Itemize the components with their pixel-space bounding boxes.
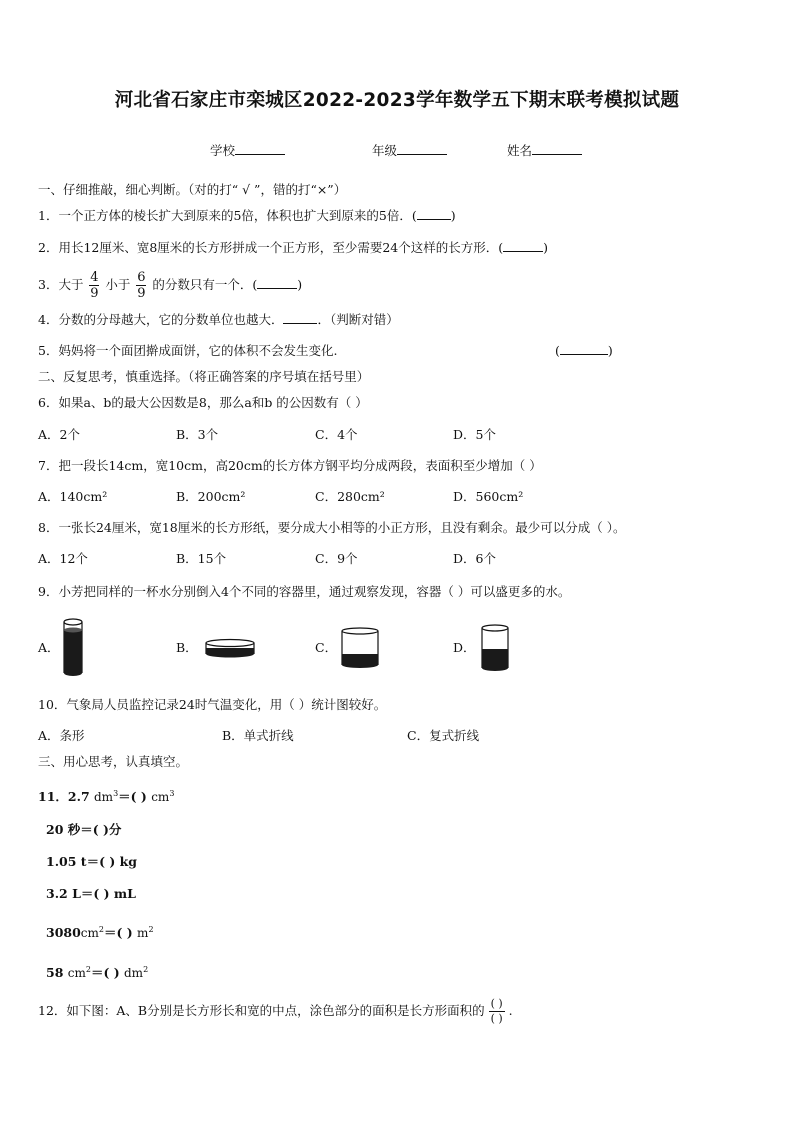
q7-option-a: A．140cm² xyxy=(38,489,108,504)
question-9: 9．小芳把同样的一杯水分别倒入4个不同的容器里，通过观察发现，容器（ ）可以盛更多的水。 xyxy=(38,584,571,599)
fraction-4-9: $\frac{4}{9}$ xyxy=(90,270,99,301)
blank-fraction[interactable]: ( ) ( ) xyxy=(490,997,503,1025)
question-6: 6．如果a、b的最大公因数是8，那么a和b 的公因数有（ ） xyxy=(38,395,368,410)
question-7: 7．把一段长14cm，宽10cm，高20cm的长方体方钢平均分成两段，表面积至少增加（ ） xyxy=(38,458,542,473)
q10-option-a: A．条形 xyxy=(38,728,85,743)
question-10: 10．气象局人员监控记录24时气温变化，用（ ）统计图较好。 xyxy=(38,697,387,712)
q9-option-a: A． xyxy=(38,640,60,655)
question-8: 8．一张长24厘米，宽18厘米的长方形纸，要分成大小相等的小正方形，且没有剩余。最少可以分成（ ）。 xyxy=(38,520,626,535)
q7-option-b: B．200cm² xyxy=(176,489,246,504)
question-11-line-1: 11．2.7 $dm^3=$( ) $cm^3$ xyxy=(38,789,175,804)
question-11-line-2: 20 秒＝( )分 xyxy=(46,822,122,837)
question-4: 4．分数的分母越大，它的分数单位也越大． ．（判断对错） xyxy=(38,312,399,327)
section-1-heading: 一、仔细推敲，细心判断。（对的打“ √ ”，错的打“×”） xyxy=(38,182,347,197)
q8-option-c: C．9个 xyxy=(315,551,358,566)
question-1: 1．一个正方体的棱长扩大到原来的5倍，体积也扩大到原来的5倍．( ) xyxy=(38,208,456,223)
narrow-medium-container-icon xyxy=(480,624,510,674)
school-field[interactable]: 学校 xyxy=(210,141,285,159)
q10-option-c: C．复式折线 xyxy=(407,728,480,743)
question-12: 12．如下图：A、B分别是长方形长和宽的中点，涂色部分的面积是长方形面积的 ( ) ( ) . xyxy=(38,997,513,1025)
q9-option-b: B． xyxy=(176,640,198,655)
page-title: 河北省石家庄市栾城区2022-2023学年数学五下期末联考模拟试题 xyxy=(114,90,680,111)
section-2-heading: 二、反复思考，慎重选择。（将正确答案的序号填在括号里） xyxy=(38,369,370,384)
fraction-6-9: $\frac{6}{9}$ xyxy=(137,270,146,301)
q9-option-d: D． xyxy=(453,640,476,655)
question-11-line-5: $3080cm^2=$( ) $m^2$ xyxy=(46,925,154,940)
q8-option-d: D．6个 xyxy=(453,551,496,566)
section-3-heading: 三、用心思考，认真填空。 xyxy=(38,754,189,769)
wide-flat-container-icon xyxy=(204,638,256,660)
medium-container-icon xyxy=(340,627,380,671)
question-3: 3．大于 $\frac{4}{9}$ 小于 $\frac{6}{9}$ 的分数只有一个．( ) xyxy=(38,270,303,301)
q6-option-d: D．5个 xyxy=(453,427,496,442)
tall-narrow-container-icon xyxy=(62,618,84,678)
question-11-line-3: 1.05 t＝( ) kg xyxy=(46,854,138,869)
question-11-line-6: 58 $cm^2=$( ) $dm^2$ xyxy=(46,965,149,980)
q6-option-a: A．2个 xyxy=(38,427,80,442)
name-field[interactable]: 姓名 xyxy=(507,141,582,159)
q8-option-a: A．12个 xyxy=(38,551,88,566)
question-11-line-4: 3.2 L＝( ) mL xyxy=(46,886,136,901)
q7-option-c: C．280cm² xyxy=(315,489,385,504)
q6-option-b: B．3个 xyxy=(176,427,219,442)
q6-option-c: C．4个 xyxy=(315,427,358,442)
q7-option-d: D．560cm² xyxy=(453,489,524,504)
q10-option-b: B．单式折线 xyxy=(222,728,294,743)
question-5: 5．妈妈将一个面团擀成面饼，它的体积不会发生变化. xyxy=(38,343,338,358)
grade-field[interactable]: 年级 xyxy=(372,141,447,159)
question-2: 2．用长12厘米、宽8厘米的长方形拼成一个正方形，至少需要24个这样的长方形．( ) xyxy=(38,240,548,255)
question-5-answer: ( ) xyxy=(555,343,613,358)
q8-option-b: B．15个 xyxy=(176,551,227,566)
q9-option-c: C． xyxy=(315,640,338,655)
